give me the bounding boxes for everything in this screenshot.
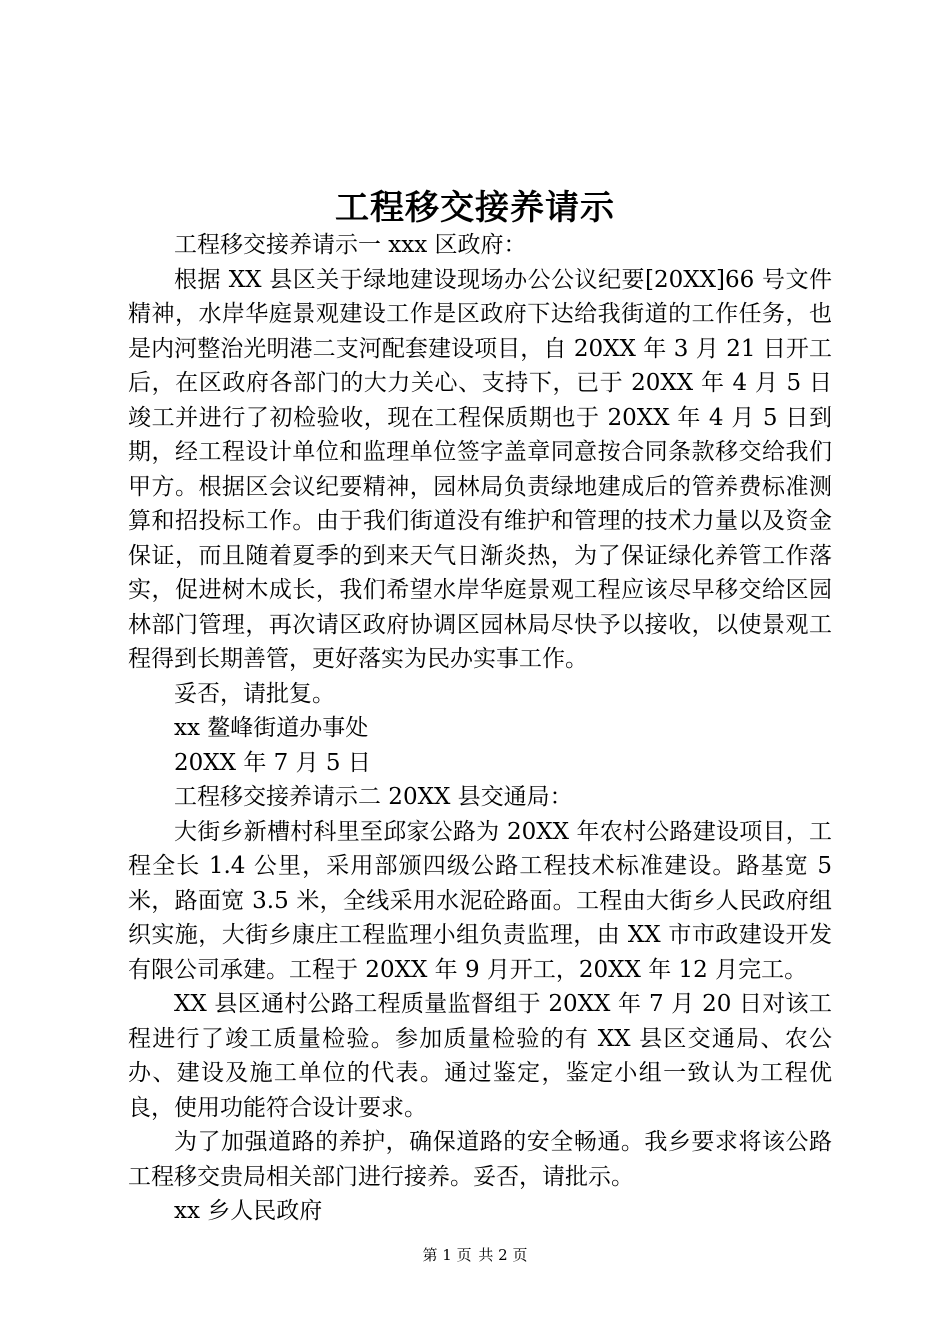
- page-number: 第 1 页: [422, 1246, 472, 1264]
- paragraph-request-1-date: 20XX 年 7 月 5 日: [174, 749, 371, 776]
- paragraph-request-1-heading: 工程移交接养请示一 xxx 区政府：: [174, 232, 527, 258]
- paragraph-request-1-body: 根据 XX 县区关于绿地建设现场办公公议纪要[20XX]66 号文件精神，水岸华庭景观建设工作是区政府下达给我街道的工作任务，也是内河整治光明港二支河配套建设项目，自 20XX 年 3 月 21 日开工后，在区政府各部门的大力关心、支持下，已于 20XX 年 4 月 5 日竣工并进行了初检验收，现在工程保质期也于 20XX 年 4 月 5 日到期，经工程设计单位和监理单位签字盖章同意按合同条款移交给我们甲方。根据区会议纪要精神，园林局负责绿地建成后的管养费标准测算和招投标工作。由于我们街道没有维护和管理的技术力量以及资金保证，而且随着夏季的到来天气日渐炎热，为了保证绿化养管工作落实，促进树木成长，我们希望水岸华庭景观工程应该尽早移交给区园林部门管理，再次请区政府协调区园林局尽快予以接收，以使景观工程得到长期善管，更好落实为民办实事工作。: [128, 266, 832, 672]
- paragraph-request-2-heading: 工程移交接养请示二 20XX 县交通局：: [174, 784, 573, 810]
- page-total: 共 2 页: [478, 1246, 528, 1264]
- paragraph-request-2-inspection: XX 县区通村公路工程质量监督组于 20XX 年 7 月 20 日对该工程进行了竣工质量检验。参加质量检验的有 XX 县区交通局、农公办、建设及施工单位的代表。通过鉴定，鉴定小组一致认为工程优良，使用功能符合设计要求。: [128, 991, 832, 1121]
- paragraph-request-2-body: 大街乡新槽村科里至邱家公路为 20XX 年农村公路建设项目，工程全长 1.4 公里，采用部颁四级公路工程技术标准建设。路基宽 5 米，路面宽 3.5 米，全线采用水泥砼路面。工程由大街乡人民政府组织实施，大街乡康庄工程监理小组负责监理，由 XX 市市政建设开发有限公司承建。工程于 20XX 年 9 月开工，20XX 年 12 月完工。: [128, 818, 832, 983]
- page-footer: [0, 1240, 950, 1270]
- document-title: 工程移交接养请示: [335, 188, 615, 228]
- paragraph-request-1-closing: 妥否，请批复。: [174, 680, 335, 707]
- document-body: [128, 228, 832, 1229]
- paragraph-request-2-signer: xx 乡人民政府: [174, 1198, 323, 1224]
- paragraph-request-2-closing: 为了加强道路的养护，确保道路的安全畅通。我乡要求将该公路工程移交贵局相关部门进行接养。妥否，请批示。: [128, 1129, 832, 1190]
- paragraph-request-1-signer: xx 鳌峰街道办事处: [174, 715, 369, 741]
